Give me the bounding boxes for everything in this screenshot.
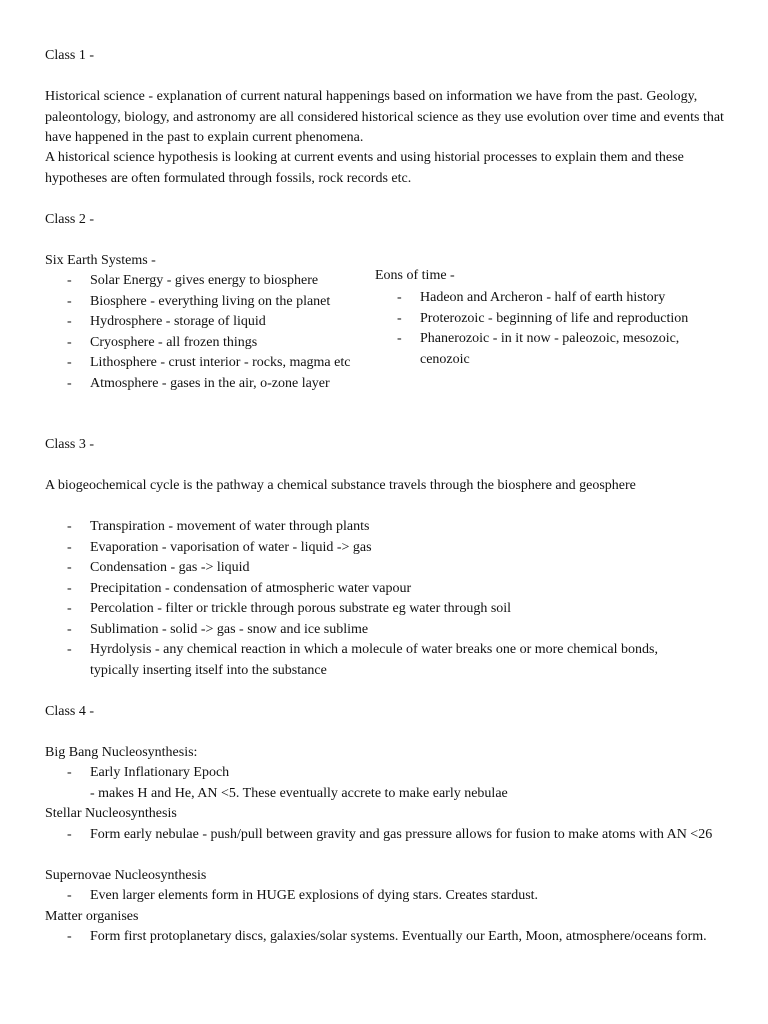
list-item: - Atmosphere - gases in the air, o-zone layer: [45, 374, 365, 395]
list-item: - Cryosphere - all frozen things: [45, 333, 365, 354]
bbn-title: Big Bang Nucleosynthesis:: [45, 745, 198, 760]
systems-title: Six Earth Systems -: [45, 253, 156, 268]
list-item: - Evaporation - vaporisation of water - liquid -> gas: [45, 538, 710, 559]
bbn-subnote: - makes H and He, AN <5. These eventually accrete to make early nebulae: [90, 786, 508, 801]
list-item: - Sublimation - solid -> gas - snow and ice sublime: [45, 620, 710, 641]
class4-heading: Class 4 -: [45, 704, 94, 719]
list-item: - Form first protoplanetary discs, galaxies/solar systems. Eventually our Earth, Moon, atmosphere/oceans form.: [45, 927, 725, 948]
class3-heading: Class 3 -: [45, 437, 94, 452]
class1-paragraph-1: Historical science - explanation of current natural happenings based on information we have from the past. Geology, paleontology, biology, and astronomy are all considered historical science as they use evolution over time and events that have happened in the past to explain current phenomena.: [45, 89, 724, 145]
list-item: - Precipitation - condensation of atmospheric water vapour: [45, 579, 710, 600]
supernovae-list: [45, 886, 725, 907]
list-item: - Hadeon and Archeron - half of earth history: [375, 288, 725, 309]
list-item: - Proterozoic - beginning of life and reproduction: [375, 309, 725, 330]
class3-intro: A biogeochemical cycle is the pathway a chemical substance travels through the biosphere and geosphere: [45, 478, 636, 493]
list-item: - Condensation - gas -> liquid: [45, 558, 710, 579]
list-item: - Lithosphere - crust interior - rocks, magma etc: [45, 353, 365, 374]
list-item: - Percolation - filter or trickle through porous substrate eg water through soil: [45, 599, 710, 620]
list-item: - Form early nebulae - push/pull between gravity and gas pressure allows for fusion to make atoms with AN <26: [45, 825, 725, 846]
list-item: - Phanerozoic - in it now - paleozoic, mesozoic, cenozoic: [375, 329, 725, 370]
supernovae-title: Supernovae Nucleosynthesis: [45, 868, 207, 883]
eons-list: [375, 288, 725, 370]
list-item: - Solar Energy - gives energy to biosphere: [45, 271, 365, 292]
eons-title: Eons of time -: [375, 268, 455, 283]
stellar-title: Stellar Nucleosynthesis: [45, 806, 177, 821]
matter-list: [45, 927, 725, 948]
bbn-list: [45, 763, 725, 784]
list-item: - Hydrosphere - storage of liquid: [45, 312, 365, 333]
matter-title: Matter organises: [45, 909, 139, 924]
list-item: - Even larger elements form in HUGE explosions of dying stars. Creates stardust.: [45, 886, 725, 907]
cycle-process-list: [45, 517, 710, 681]
class2-heading: Class 2 -: [45, 212, 94, 227]
stellar-list: [45, 825, 725, 846]
earth-systems-list: [45, 271, 365, 394]
class1-heading: Class 1 -: [45, 48, 94, 63]
list-item: - Hyrdolysis - any chemical reaction in which a molecule of water breaks one or more chemical bonds, typically inserting itself into the substance: [45, 640, 710, 681]
list-item: - Early Inflationary Epoch: [45, 763, 725, 784]
list-item: - Biosphere - everything living on the planet: [45, 292, 365, 313]
class1-paragraph-2: A historical science hypothesis is looking at current events and using historial processes to explain them and these hypotheses are often formulated through fossils, rock records etc.: [45, 150, 684, 186]
list-item: - Transpiration - movement of water through plants: [45, 517, 710, 538]
